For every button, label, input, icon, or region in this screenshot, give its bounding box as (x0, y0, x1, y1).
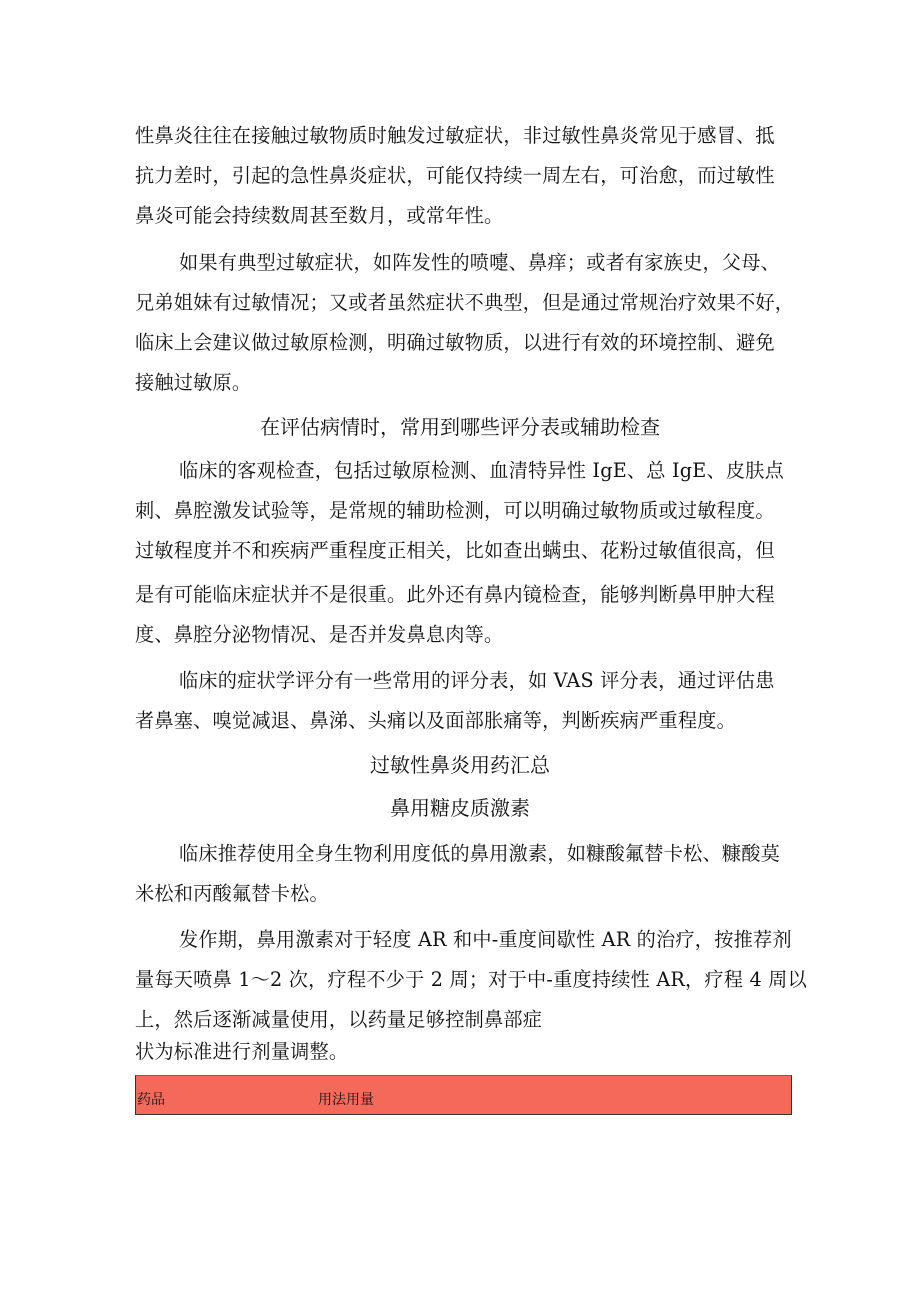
text-line: 刺、鼻腔激发试验等，是常规的辅助检测，可以明确过敏物质或过敏程度。 (135, 499, 775, 522)
text-line: 抗力差时，引起的急性鼻炎症状，可能仅持续一周左右，可治愈，而过敏性 (135, 164, 775, 187)
text-line: 过敏程度并不和疾病严重程度正相关，比如查出螨虫、花粉过敏值很高，但 (135, 539, 775, 562)
section-heading: 过敏性鼻炎用药汇总 (370, 753, 550, 777)
text-line: 临床的症状学评分有一些常用的评分表，如 VAS 评分表，通过评估患 (179, 669, 775, 692)
text-line: 如果有典型过敏症状，如阵发性的喷嚏、鼻痒；或者有家族史，父母、 (179, 251, 781, 274)
section-heading: 在评估病情时，常用到哪些评分表或辅助检查 (260, 415, 660, 439)
text-line: 度、鼻腔分泌物情况、是否并发鼻息肉等。 (135, 623, 504, 646)
text-line: 者鼻塞、嗅觉减退、鼻涕、头痛以及面部胀痛等，判断疾病严重程度。 (135, 709, 737, 732)
text-line: 米松和丙酸氟替卡松。 (135, 882, 329, 905)
text-line: 是有可能临床症状并不是很重。此外还有鼻内镜检查，能够判断鼻甲肿大程 (135, 583, 775, 606)
text-line: 临床上会建议做过敏原检测，明确过敏物质，以进行有效的环境控制、避免 (135, 331, 775, 354)
table-header-dosage: 用法用量 (318, 1092, 374, 1108)
text-line: 鼻炎可能会持续数周甚至数月，或常年性。 (135, 204, 504, 227)
text-line: 临床的客观检查，包括过敏原检测、血清特异性 IgE、总 IgE、皮肤点 (179, 459, 784, 482)
subsection-heading: 鼻用糖皮质激素 (390, 796, 530, 820)
drug-table-header (135, 1075, 792, 1115)
text-line: 发作期，鼻用激素对于轻度 AR 和中-重度间歇性 AR 的治疗，按推荐剂 (179, 928, 792, 951)
text-line: 兄弟姐妹有过敏情况；又或者虽然症状不典型，但是通过常规治疗效果不好， (135, 291, 795, 314)
text-line: 性鼻炎往往在接触过敏物质时触发过敏症状，非过敏性鼻炎常见于感冒、抵 (135, 124, 775, 147)
text-line: 接触过敏原。 (135, 371, 252, 394)
table-header-drug: 药品 (137, 1092, 165, 1108)
text-line: 临床推荐使用全身生物利用度低的鼻用激素，如糠酸氟替卡松、糠酸莫 (179, 842, 781, 865)
text-line: 量每天喷鼻 1～2 次，疗程不少于 2 周；对于中-重度持续性 AR，疗程 4 周以 (135, 968, 807, 991)
text-line: 状为标准进行剂量调整。 (135, 1040, 349, 1063)
text-line: 上，然后逐渐减量使用，以药量足够控制鼻部症 (135, 1008, 543, 1031)
